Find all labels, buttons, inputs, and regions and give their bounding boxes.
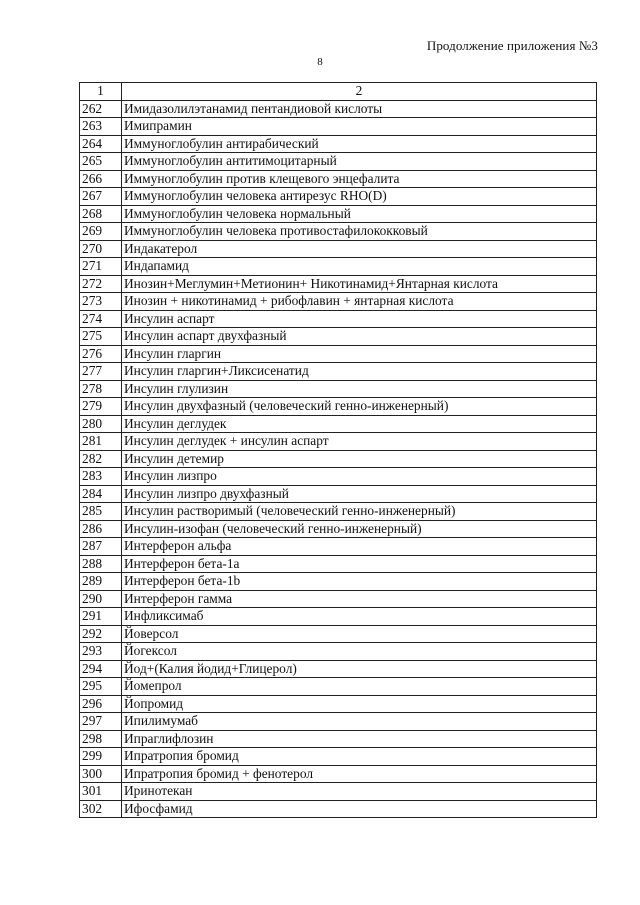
row-number-cell: 292 xyxy=(80,625,122,643)
column-header-number: 1 xyxy=(80,83,122,101)
drug-name-cell: Иммуноглобулин человека противостафилококковый xyxy=(122,223,597,241)
row-number-cell: 263 xyxy=(80,118,122,136)
table-row xyxy=(80,713,597,731)
drug-name-cell: Ифосфамид xyxy=(122,800,597,818)
row-number-cell: 300 xyxy=(80,765,122,783)
drug-name-cell: Интерферон альфа xyxy=(122,538,597,556)
row-number-cell: 290 xyxy=(80,590,122,608)
table-row xyxy=(80,205,597,223)
drug-name-cell: Интерферон бета-1b xyxy=(122,573,597,591)
row-number-cell: 291 xyxy=(80,608,122,626)
table-row xyxy=(80,450,597,468)
row-number-cell: 276 xyxy=(80,345,122,363)
drug-name-cell: Инсулин лизпро xyxy=(122,468,597,486)
row-number-cell: 287 xyxy=(80,538,122,556)
row-number-cell: 278 xyxy=(80,380,122,398)
drug-name-cell: Иммуноглобулин антитимоцитарный xyxy=(122,153,597,171)
row-number-cell: 272 xyxy=(80,275,122,293)
row-number-cell: 281 xyxy=(80,433,122,451)
drug-name-cell: Ипилимумаб xyxy=(122,713,597,731)
continuation-note: Продолжение приложения №3 xyxy=(426,38,598,53)
table-body xyxy=(80,100,597,818)
table-row xyxy=(80,153,597,171)
drug-name-cell: Йод+(Калия йодид+Глицерол) xyxy=(122,660,597,678)
drug-name-cell: Имидазолилэтанамид пентандиовой кислоты xyxy=(122,100,597,118)
drug-name-cell: Инсулин двухфазный (человеческий генно-инженерный) xyxy=(122,398,597,416)
table-row xyxy=(80,695,597,713)
table-row xyxy=(80,188,597,206)
table-row xyxy=(80,625,597,643)
row-number-cell: 271 xyxy=(80,258,122,276)
row-number-cell: 274 xyxy=(80,310,122,328)
drug-name-cell: Инсулин деглудек xyxy=(122,415,597,433)
drug-name-cell: Инсулин растворимый (человеческий генно-инженерный) xyxy=(122,503,597,521)
drug-name-cell: Иммуноглобулин против клещевого энцефалита xyxy=(122,170,597,188)
row-number-cell: 262 xyxy=(80,100,122,118)
table-row xyxy=(80,380,597,398)
row-number-cell: 284 xyxy=(80,485,122,503)
row-number-cell: 289 xyxy=(80,573,122,591)
table-row xyxy=(80,555,597,573)
row-number-cell: 269 xyxy=(80,223,122,241)
drug-name-cell: Йопромид xyxy=(122,695,597,713)
row-number-cell: 265 xyxy=(80,153,122,171)
table-row xyxy=(80,730,597,748)
table-header xyxy=(80,83,597,101)
row-number-cell: 298 xyxy=(80,730,122,748)
page-number: 8 xyxy=(317,56,323,68)
row-number-cell: 302 xyxy=(80,800,122,818)
drug-name-cell: Инсулин аспарт двухфазный xyxy=(122,328,597,346)
drug-name-cell: Йоверсол xyxy=(122,625,597,643)
row-number-cell: 270 xyxy=(80,240,122,258)
table-row xyxy=(80,363,597,381)
row-number-cell: 266 xyxy=(80,170,122,188)
table-row xyxy=(80,135,597,153)
drug-name-cell: Инозин + никотинамид + рибофлавин + янтарная кислота xyxy=(122,293,597,311)
table-row xyxy=(80,293,597,311)
drug-name-cell: Инфликсимаб xyxy=(122,608,597,626)
row-number-cell: 267 xyxy=(80,188,122,206)
drug-name-cell: Ипратропия бромид + фенотерол xyxy=(122,765,597,783)
row-number-cell: 296 xyxy=(80,695,122,713)
table-row xyxy=(80,433,597,451)
table-row xyxy=(80,240,597,258)
table-row xyxy=(80,415,597,433)
table-row xyxy=(80,608,597,626)
row-number-cell: 277 xyxy=(80,363,122,381)
drug-name-cell: Индапамид xyxy=(122,258,597,276)
row-number-cell: 283 xyxy=(80,468,122,486)
drug-name-cell: Инсулин деглудек + инсулин аспарт xyxy=(122,433,597,451)
table-row xyxy=(80,118,597,136)
table-row xyxy=(80,100,597,118)
drug-name-cell: Инсулин лизпро двухфазный xyxy=(122,485,597,503)
drug-name-cell: Инсулин гларгин+Ликсисенатид xyxy=(122,363,597,381)
table-row xyxy=(80,590,597,608)
row-number-cell: 279 xyxy=(80,398,122,416)
column-header-name: 2 xyxy=(122,83,597,101)
table-row xyxy=(80,520,597,538)
drug-name-cell: Имипрамин xyxy=(122,118,597,136)
table-row xyxy=(80,678,597,696)
table-row xyxy=(80,468,597,486)
drug-name-cell: Йомепрол xyxy=(122,678,597,696)
row-number-cell: 275 xyxy=(80,328,122,346)
drug-name-cell: Инсулин детемир xyxy=(122,450,597,468)
table-row xyxy=(80,660,597,678)
row-number-cell: 295 xyxy=(80,678,122,696)
drug-name-cell: Интерферон бета-1a xyxy=(122,555,597,573)
row-number-cell: 294 xyxy=(80,660,122,678)
drug-table xyxy=(79,82,597,818)
drug-name-cell: Индакатерол xyxy=(122,240,597,258)
drug-name-cell: Интерферон гамма xyxy=(122,590,597,608)
table-row xyxy=(80,398,597,416)
drug-name-cell: Ипраглифлозин xyxy=(122,730,597,748)
drug-name-cell: Иринотекан xyxy=(122,783,597,801)
drug-name-cell: Иммуноглобулин человека антирезус RHO(D) xyxy=(122,188,597,206)
drug-name-cell: Ипратропия бромид xyxy=(122,748,597,766)
table-row xyxy=(80,765,597,783)
table-row xyxy=(80,223,597,241)
row-number-cell: 268 xyxy=(80,205,122,223)
drug-name-cell: Инсулин аспарт xyxy=(122,310,597,328)
table-row xyxy=(80,275,597,293)
table-row xyxy=(80,573,597,591)
table-row xyxy=(80,800,597,818)
table-row xyxy=(80,310,597,328)
row-number-cell: 301 xyxy=(80,783,122,801)
table-row xyxy=(80,643,597,661)
table-row xyxy=(80,538,597,556)
drug-name-cell: Инсулин глулизин xyxy=(122,380,597,398)
drug-name-cell: Йогексол xyxy=(122,643,597,661)
table-header-row xyxy=(80,83,597,101)
table-row xyxy=(80,345,597,363)
drug-name-cell: Инсулин-изофан (человеческий генно-инженерный) xyxy=(122,520,597,538)
row-number-cell: 299 xyxy=(80,748,122,766)
drug-name-cell: Иммуноглобулин антирабический xyxy=(122,135,597,153)
drug-name-cell: Иммуноглобулин человека нормальный xyxy=(122,205,597,223)
table-row xyxy=(80,748,597,766)
table-row xyxy=(80,503,597,521)
table-row xyxy=(80,170,597,188)
table-row xyxy=(80,485,597,503)
row-number-cell: 286 xyxy=(80,520,122,538)
row-number-cell: 282 xyxy=(80,450,122,468)
row-number-cell: 297 xyxy=(80,713,122,731)
drug-name-cell: Инсулин гларгин xyxy=(122,345,597,363)
row-number-cell: 280 xyxy=(80,415,122,433)
row-number-cell: 285 xyxy=(80,503,122,521)
table-row xyxy=(80,328,597,346)
drug-name-cell: Инозин+Меглумин+Метионин+ Никотинамид+Янтарная кислота xyxy=(122,275,597,293)
row-number-cell: 264 xyxy=(80,135,122,153)
row-number-cell: 293 xyxy=(80,643,122,661)
row-number-cell: 273 xyxy=(80,293,122,311)
row-number-cell: 288 xyxy=(80,555,122,573)
table-row xyxy=(80,258,597,276)
table-row xyxy=(80,783,597,801)
